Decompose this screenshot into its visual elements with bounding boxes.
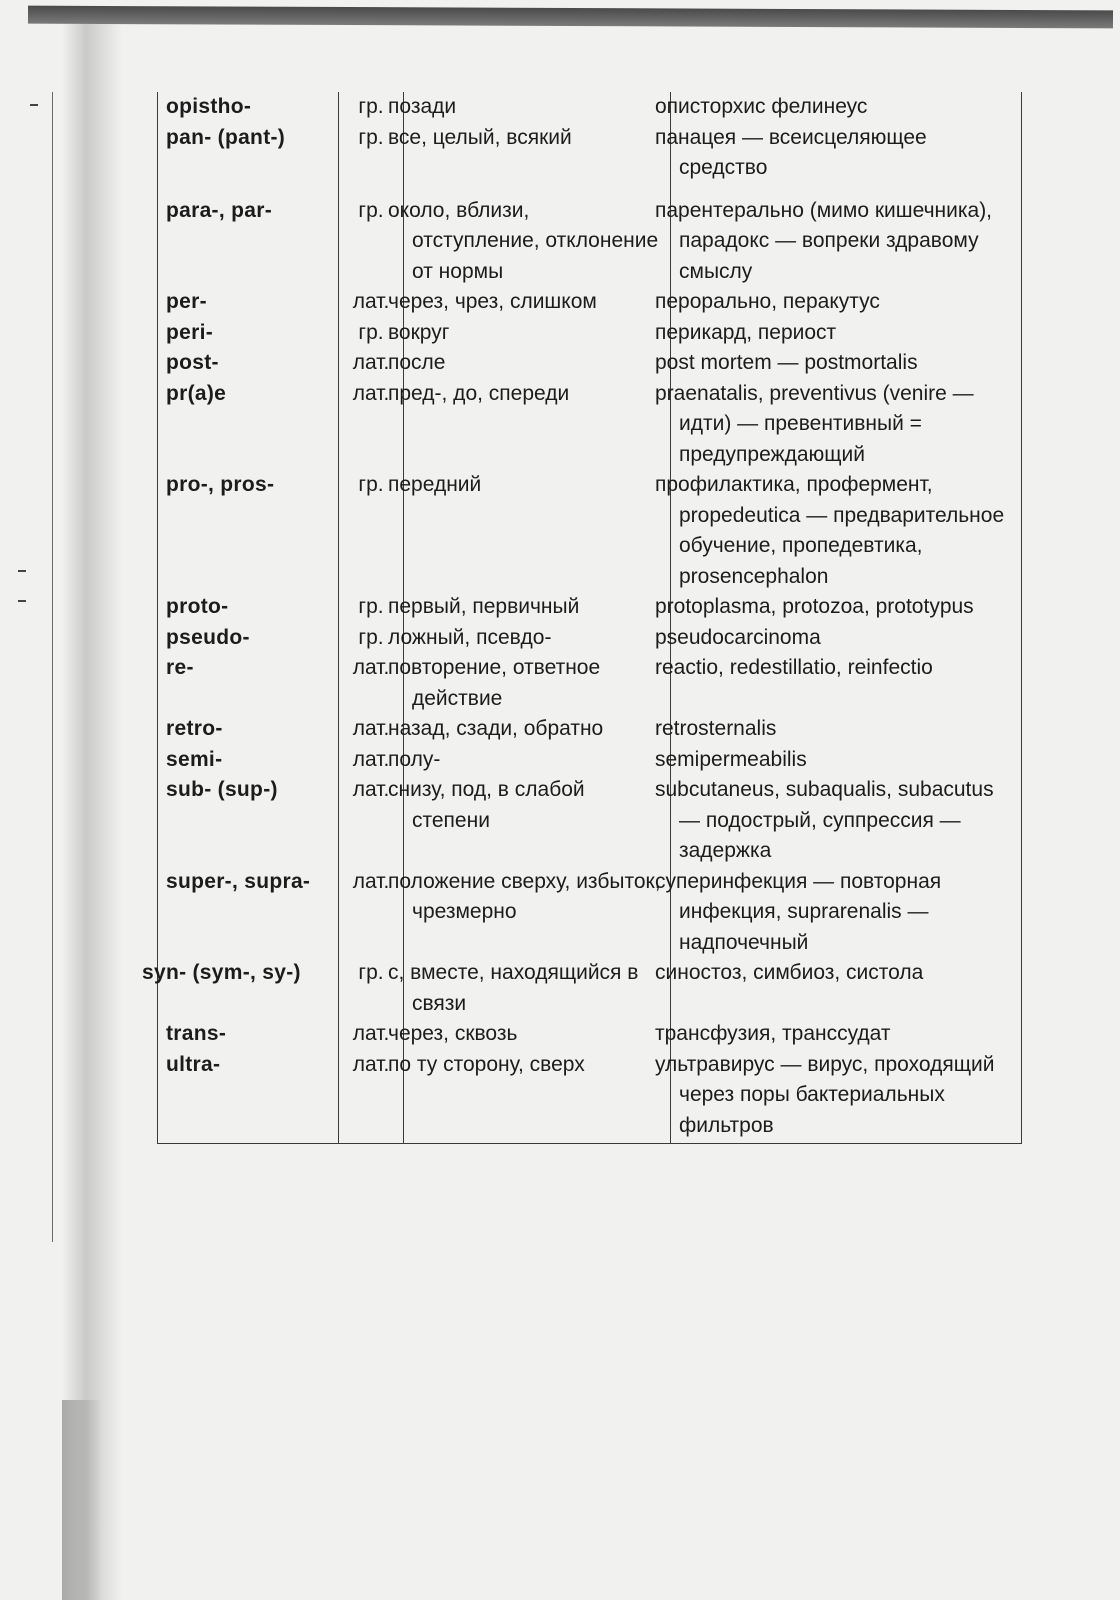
- table-row: [158, 653, 1022, 714]
- origin-cell: гр.: [339, 592, 404, 623]
- prefix-cell: ultra-: [158, 1050, 339, 1144]
- example-cell: синостоз, симбиоз, систола: [671, 958, 1022, 1019]
- meaning-cell: через, сквозь: [404, 1019, 671, 1050]
- origin-cell: лат.: [339, 745, 404, 776]
- table-row: [158, 592, 1022, 623]
- meaning-cell: через, чрез, слишком: [404, 287, 671, 318]
- prefix-table: [142, 92, 1022, 1144]
- example-cell: панацея — всеисцеляющее средство: [671, 123, 1022, 196]
- prefix-cell: pan- (pant-): [158, 123, 339, 196]
- table-row: [158, 745, 1022, 776]
- example-cell: ультравирус — вирус, проходящий через поры бактериальных фильтров: [671, 1050, 1022, 1144]
- origin-cell: лат.: [339, 1050, 404, 1144]
- origin-cell: лат.: [339, 867, 404, 959]
- prefix-cell: trans-: [158, 1019, 339, 1050]
- table-row: [158, 867, 1022, 959]
- example-cell: retrosternalis: [671, 714, 1022, 745]
- meaning-cell: назад, сзади, обратно: [404, 714, 671, 745]
- spine-shadow-bottom: [62, 1400, 102, 1600]
- example-cell: protoplasma, protozoa, prototypus: [671, 592, 1022, 623]
- example-cell: парентерально (мимо кишечника), парадокс — вопреки здравому смыслу: [671, 196, 1022, 288]
- meaning-cell: по ту сторону, сверх: [404, 1050, 671, 1144]
- meaning-cell: повторение, ответное действие: [404, 653, 671, 714]
- table-row: [158, 318, 1022, 349]
- table-row: [158, 196, 1022, 288]
- table-row: [158, 470, 1022, 592]
- origin-cell: гр.: [339, 318, 404, 349]
- example-cell: post mortem — postmortalis: [671, 348, 1022, 379]
- meaning-cell: пред-, до, спереди: [404, 379, 671, 471]
- table-row: [158, 287, 1022, 318]
- meaning-cell: после: [404, 348, 671, 379]
- prefix-cell: pr(a)e: [158, 379, 339, 471]
- table-row: [158, 714, 1022, 745]
- margin-mark: [30, 104, 38, 106]
- example-cell: суперинфекция — повторная инфекция, suprarenalis — надпочечный: [671, 867, 1022, 959]
- prefix-cell: syn- (sym-, sy-): [158, 958, 339, 1019]
- table-row: [158, 623, 1022, 654]
- prefix-cell: semi-: [158, 745, 339, 776]
- prefix-cell: proto-: [158, 592, 339, 623]
- origin-cell: лат.: [339, 653, 404, 714]
- spine-shadow: [62, 24, 122, 1600]
- origin-cell: гр.: [339, 123, 404, 196]
- origin-cell: лат.: [339, 775, 404, 867]
- prefix-cell: post-: [158, 348, 339, 379]
- table-row: [158, 1019, 1022, 1050]
- meaning-cell: первый, первичный: [404, 592, 671, 623]
- table-row: [158, 1050, 1022, 1144]
- origin-cell: лат.: [339, 1019, 404, 1050]
- origin-cell: лат.: [339, 287, 404, 318]
- table-row: [158, 958, 1022, 1019]
- meaning-cell: передний: [404, 470, 671, 592]
- prefix-cell: sub- (sup-): [158, 775, 339, 867]
- prefix-cell: opistho-: [158, 92, 339, 123]
- prefix-cell: pseudo-: [158, 623, 339, 654]
- meaning-cell: с, вместе, находящийся в связи: [404, 958, 671, 1019]
- origin-cell: лат.: [339, 379, 404, 471]
- example-cell: subcutaneus, subaqualis, subacutus — подострый, суппрессия — задержка: [671, 775, 1022, 867]
- meaning-cell: около, вблизи, отступление, отклонение от нормы: [404, 196, 671, 288]
- table-row: [158, 379, 1022, 471]
- meaning-cell: положение сверху, избыток, чрезмерно: [404, 867, 671, 959]
- table-row: [158, 123, 1022, 196]
- meaning-cell: полу-: [404, 745, 671, 776]
- margin-mark: [18, 600, 26, 602]
- prefix-cell: retro-: [158, 714, 339, 745]
- table-row: [158, 348, 1022, 379]
- meaning-cell: все, целый, всякий: [404, 123, 671, 196]
- prefix-cell: per-: [158, 287, 339, 318]
- prefix-cell: para-, par-: [158, 196, 339, 288]
- origin-cell: гр.: [339, 92, 404, 123]
- example-cell: профилактика, профермент, propedeutica — предварительное обучение, пропедевтика, prosencephalon: [671, 470, 1022, 592]
- example-cell: перикард, периост: [671, 318, 1022, 349]
- example-cell: трансфузия, транссудат: [671, 1019, 1022, 1050]
- margin-line: [52, 92, 53, 1242]
- example-cell: semipermeabilis: [671, 745, 1022, 776]
- prefix-cell: re-: [158, 653, 339, 714]
- prefix-cell: peri-: [158, 318, 339, 349]
- example-cell: pseudocarcinoma: [671, 623, 1022, 654]
- meaning-cell: снизу, под, в слабой степени: [404, 775, 671, 867]
- prefix-cell: pro-, pros-: [158, 470, 339, 592]
- scan-top-band: [28, 6, 1113, 29]
- example-cell: reactio, redestillatio, reinfectio: [671, 653, 1022, 714]
- origin-cell: гр.: [339, 470, 404, 592]
- origin-cell: лат.: [339, 348, 404, 379]
- example-cell: описторхис фелинеус: [671, 92, 1022, 123]
- meaning-cell: вокруг: [404, 318, 671, 349]
- origin-cell: лат.: [339, 714, 404, 745]
- example-cell: перорально, перакутус: [671, 287, 1022, 318]
- table-row: [158, 775, 1022, 867]
- table-row: [158, 92, 1022, 123]
- meaning-cell: позади: [404, 92, 671, 123]
- meaning-cell: ложный, псевдо-: [404, 623, 671, 654]
- origin-cell: гр.: [339, 958, 404, 1019]
- origin-cell: гр.: [339, 196, 404, 288]
- margin-mark: [18, 570, 26, 572]
- origin-cell: гр.: [339, 623, 404, 654]
- prefix-cell: super-, supra-: [158, 867, 339, 959]
- example-cell: praenatalis, preventivus (venire — идти) — превентивный = предупреждающий: [671, 379, 1022, 471]
